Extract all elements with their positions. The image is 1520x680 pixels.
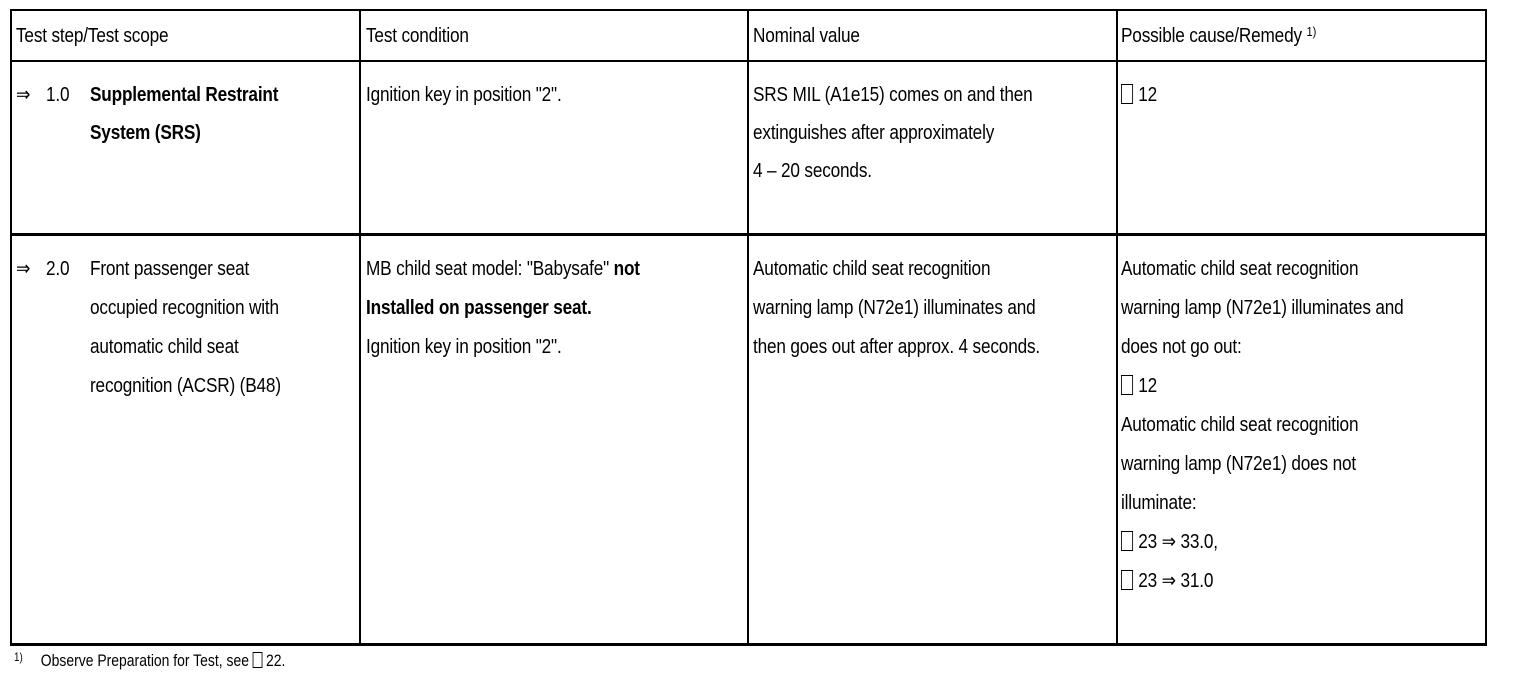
footnote-number: 1) xyxy=(14,650,23,664)
col-divider-1 xyxy=(359,9,361,646)
row2-remedy-ref3 xyxy=(1121,562,1213,601)
row2-condition-line3: Ignition key in position "2". xyxy=(366,336,562,358)
row2-remedy-line5: Automatic child seat recognition xyxy=(1121,414,1359,436)
row2-nominal-line3: then goes out after approx. 4 seconds. xyxy=(753,336,1041,358)
row1-nominal-line3: 4 – 20 seconds. xyxy=(753,160,872,182)
row2-remedy-line6: warning lamp (N72e1) does not xyxy=(1121,453,1356,475)
row2-scope-line2: occupied recognition with xyxy=(90,297,279,319)
row2-step-symbol: ⇒ xyxy=(16,258,31,280)
header-test-step: Test step/Test scope xyxy=(16,25,169,47)
header-possible-cause xyxy=(1121,24,1316,48)
row2-scope-line4: recognition (ACSR) (B48) xyxy=(90,375,281,397)
row2-remedy-line1: Automatic child seat recognition xyxy=(1121,258,1359,280)
col-divider-3 xyxy=(1116,9,1118,646)
row1-nominal-line1: SRS MIL (A1e15) comes on and then xyxy=(753,84,1033,106)
row2-scope-line3: automatic child seat xyxy=(90,336,239,358)
reference-box-icon xyxy=(1121,531,1133,551)
footnote-ref: 22. xyxy=(265,651,286,670)
header-nominal-value: Nominal value xyxy=(753,25,860,47)
row2-remedy-ref2-text: 23 ⇒ 33.0, xyxy=(1138,531,1218,553)
col-divider-2 xyxy=(747,9,749,646)
row2-remedy-line7: illuminate: xyxy=(1121,492,1197,514)
row1-remedy xyxy=(1121,76,1157,115)
header-footnote-marker: 1) xyxy=(1306,24,1317,39)
header-test-condition: Test condition xyxy=(366,25,469,47)
row2-scope-line1: Front passenger seat xyxy=(90,258,250,280)
row1-step-symbol: ⇒ xyxy=(16,84,31,106)
row2-remedy-ref1-text: 12 xyxy=(1138,375,1157,397)
reference-box-icon xyxy=(1121,84,1133,104)
row2-remedy-line2: warning lamp (N72e1) illuminates and xyxy=(1121,297,1404,319)
row2-condition-line1 xyxy=(366,250,640,289)
row2-remedy-ref3-text: 23 ⇒ 31.0 xyxy=(1138,570,1214,592)
row1-scope-line2: System (SRS) xyxy=(90,122,201,144)
row2-remedy-line3: does not go out: xyxy=(1121,336,1242,358)
row1-nominal-line2: extinguishes after approximately xyxy=(753,122,995,144)
row2-nominal-line1: Automatic child seat recognition xyxy=(753,258,991,280)
row2-condition-line1-bold: not xyxy=(613,258,640,280)
row2-remedy-ref2 xyxy=(1121,523,1218,562)
footnote xyxy=(14,650,285,671)
reference-box-icon xyxy=(1121,570,1133,590)
row2-nominal-line2: warning lamp (N72e1) illuminates and xyxy=(753,297,1036,319)
reference-box-icon xyxy=(1121,375,1133,395)
row2-condition-line1-text: MB child seat model: "Babysafe" xyxy=(366,258,610,280)
row1-condition-line1: Ignition key in position "2". xyxy=(366,84,562,106)
footnote-text: Observe Preparation for Test, see xyxy=(40,651,249,670)
reference-box-icon xyxy=(253,652,263,668)
table-right-border xyxy=(1485,9,1487,646)
row2-condition-line2: Installed on passenger seat. xyxy=(366,297,592,319)
table-left-border xyxy=(10,9,12,646)
row1-scope-line1: Supplemental Restraint xyxy=(90,84,279,106)
row2-step-number: 2.0 xyxy=(46,258,70,280)
row2-remedy-ref1 xyxy=(1121,367,1157,406)
header-possible-cause-label: Possible cause/Remedy xyxy=(1121,25,1302,47)
row1-remedy-ref: 12 xyxy=(1138,84,1157,106)
row1-step-number: 1.0 xyxy=(46,84,70,106)
